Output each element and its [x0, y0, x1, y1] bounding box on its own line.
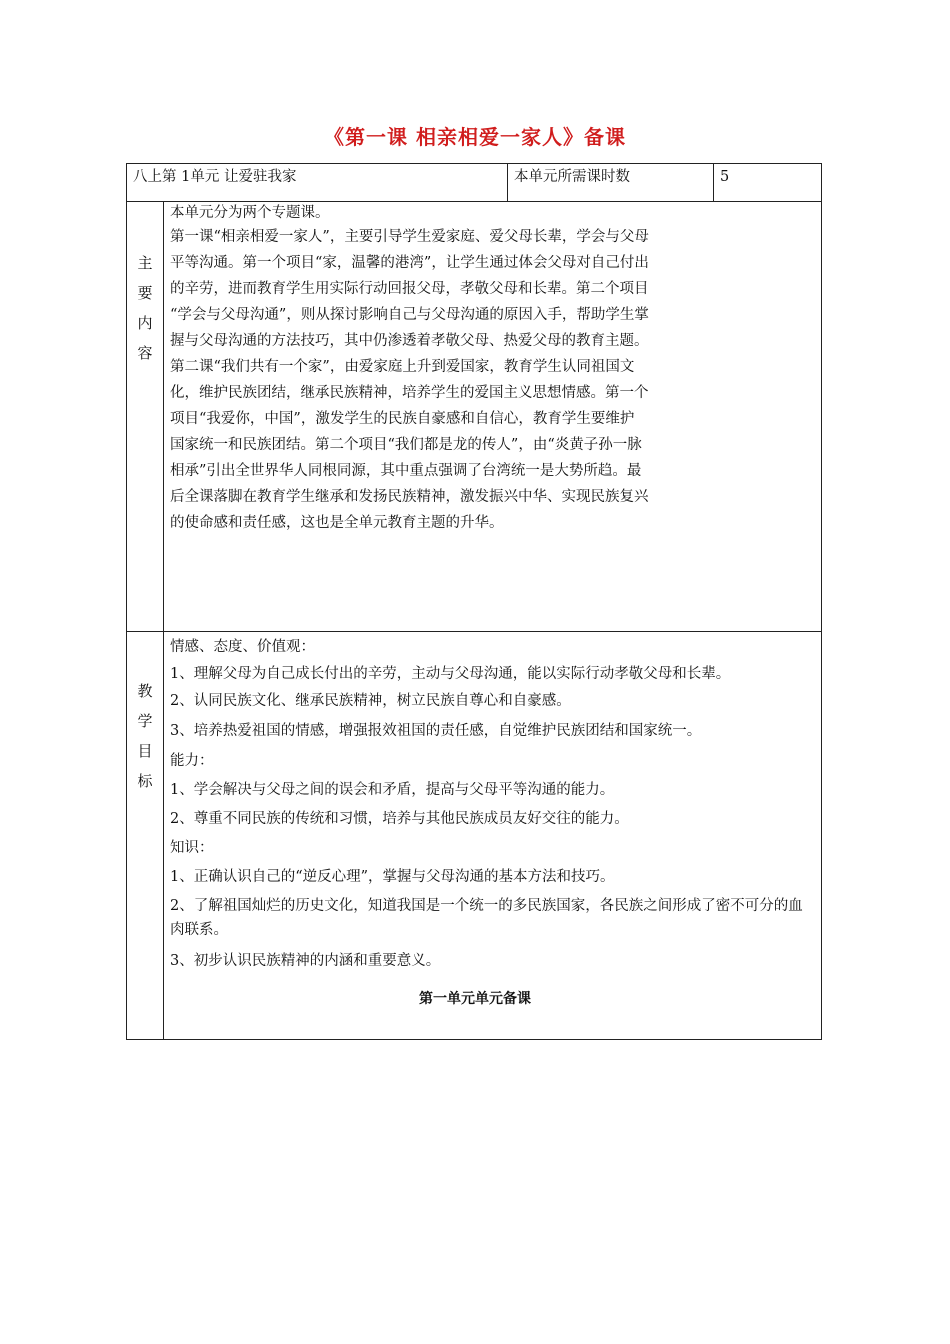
- goal-line: 能力：: [170, 753, 214, 769]
- unit-label: 八上第 1单元 让爱驻我家: [127, 164, 508, 202]
- teaching-goals-text: [164, 632, 822, 1040]
- content-line: 国家统一和民族团结。第二个项目“我们都是龙的传人”，由“炎黄子孙一脉: [170, 437, 642, 453]
- header-row: [127, 164, 822, 202]
- content-line: 相承”引出全世界华人同根同源，其中重点强调了台湾统一是大势所趋。最: [170, 463, 642, 479]
- content-line: 握与父母沟通的方法技巧，其中仍渗透着孝敬父母、热爱父母的教育主题。: [170, 333, 649, 349]
- hours-label: 本单元所需课时数: [508, 164, 714, 202]
- goal-line: 1、正确认识自己的“逆反心理”，掌握与父母沟通的基本方法和技巧。: [170, 869, 615, 885]
- content-line: 平等沟通。第一个项目“家，温馨的港湾”，让学生通过体会父母对自己付出: [170, 255, 649, 271]
- hours-value: 5: [714, 164, 822, 202]
- content-line: 第一课“相亲相爱一家人”，主要引导学生爱家庭、爱父母长辈，学会与父母: [170, 229, 649, 245]
- page-title: 《第一课 相亲相爱一家人》备课: [324, 125, 626, 149]
- goal-line: 2、了解祖国灿烂的历史文化，知道我国是一个统一的多民族国家，各民族之间形成了密不可分的血肉联系。: [170, 898, 803, 938]
- goal-line: 情感、态度、价值观：: [170, 639, 315, 655]
- goal-line: 知识：: [170, 840, 214, 856]
- content-line: 的辛劳，进而教育学生用实际行动回报父母，孝敬父母和长辈。第二个项目: [170, 281, 649, 297]
- content-line: 的使命感和责任感，这也是全单元教育主题的升华。: [170, 515, 504, 531]
- side-char: 要: [137, 284, 153, 302]
- goal-line: 2、尊重不同民族的传统和习惯，培养与其他民族成员友好交往的能力。: [170, 811, 629, 827]
- goal-line: 3、初步认识民族精神的内涵和重要意义。: [170, 953, 441, 969]
- content-line: “学会与父母沟通”，则从探讨影响自己与父母沟通的原因入手，帮助学生掌: [170, 307, 649, 323]
- main-content-row: [127, 202, 822, 632]
- goal-line: 2、认同民族文化、继承民族精神，树立民族自尊心和自豪感。: [170, 693, 571, 709]
- main-content-side-label: [127, 202, 164, 632]
- content-line: 化，维护民族团结，继承民族精神，培养学生的爱国主义思想情感。第一个: [170, 385, 649, 401]
- side-char: 教: [137, 682, 153, 700]
- content-line: 项目“我爱你，中国”，激发学生的民族自豪感和自信心，教育学生要维护: [170, 411, 635, 427]
- side-char: 主: [137, 254, 153, 272]
- side-char: 目: [137, 742, 153, 760]
- goal-line: 1、理解父母为自己成长付出的辛劳，主动与父母沟通，能以实际行动孝敬父母和长辈。: [170, 666, 731, 682]
- goal-line: 3、培养热爱祖国的情感，增强报效祖国的责任感，自觉维护民族团结和国家统一。: [170, 723, 702, 739]
- side-char: 容: [137, 344, 153, 362]
- teaching-goals-row: [127, 632, 822, 1040]
- content-line: 第二课“我们共有一个家”，由爱家庭上升到爱国家，教育学生认同祖国文: [170, 359, 635, 375]
- content-line: 后全课落脚在教育学生继承和发扬民族精神，激发振兴中华、实现民族复兴: [170, 489, 649, 505]
- side-char: 学: [137, 712, 153, 730]
- lesson-plan-table: [126, 163, 822, 1040]
- side-char: 标: [137, 772, 153, 790]
- main-content-text: [164, 202, 822, 632]
- teaching-goals-side-label: [127, 632, 164, 1040]
- goal-line: 1、学会解决与父母之间的误会和矛盾，提高与父母平等沟通的能力。: [170, 782, 615, 798]
- side-char: 内: [137, 314, 153, 332]
- content-line: 本单元分为两个专题课。: [170, 205, 330, 221]
- footer-caption: 第一单元单元备课: [419, 991, 531, 1007]
